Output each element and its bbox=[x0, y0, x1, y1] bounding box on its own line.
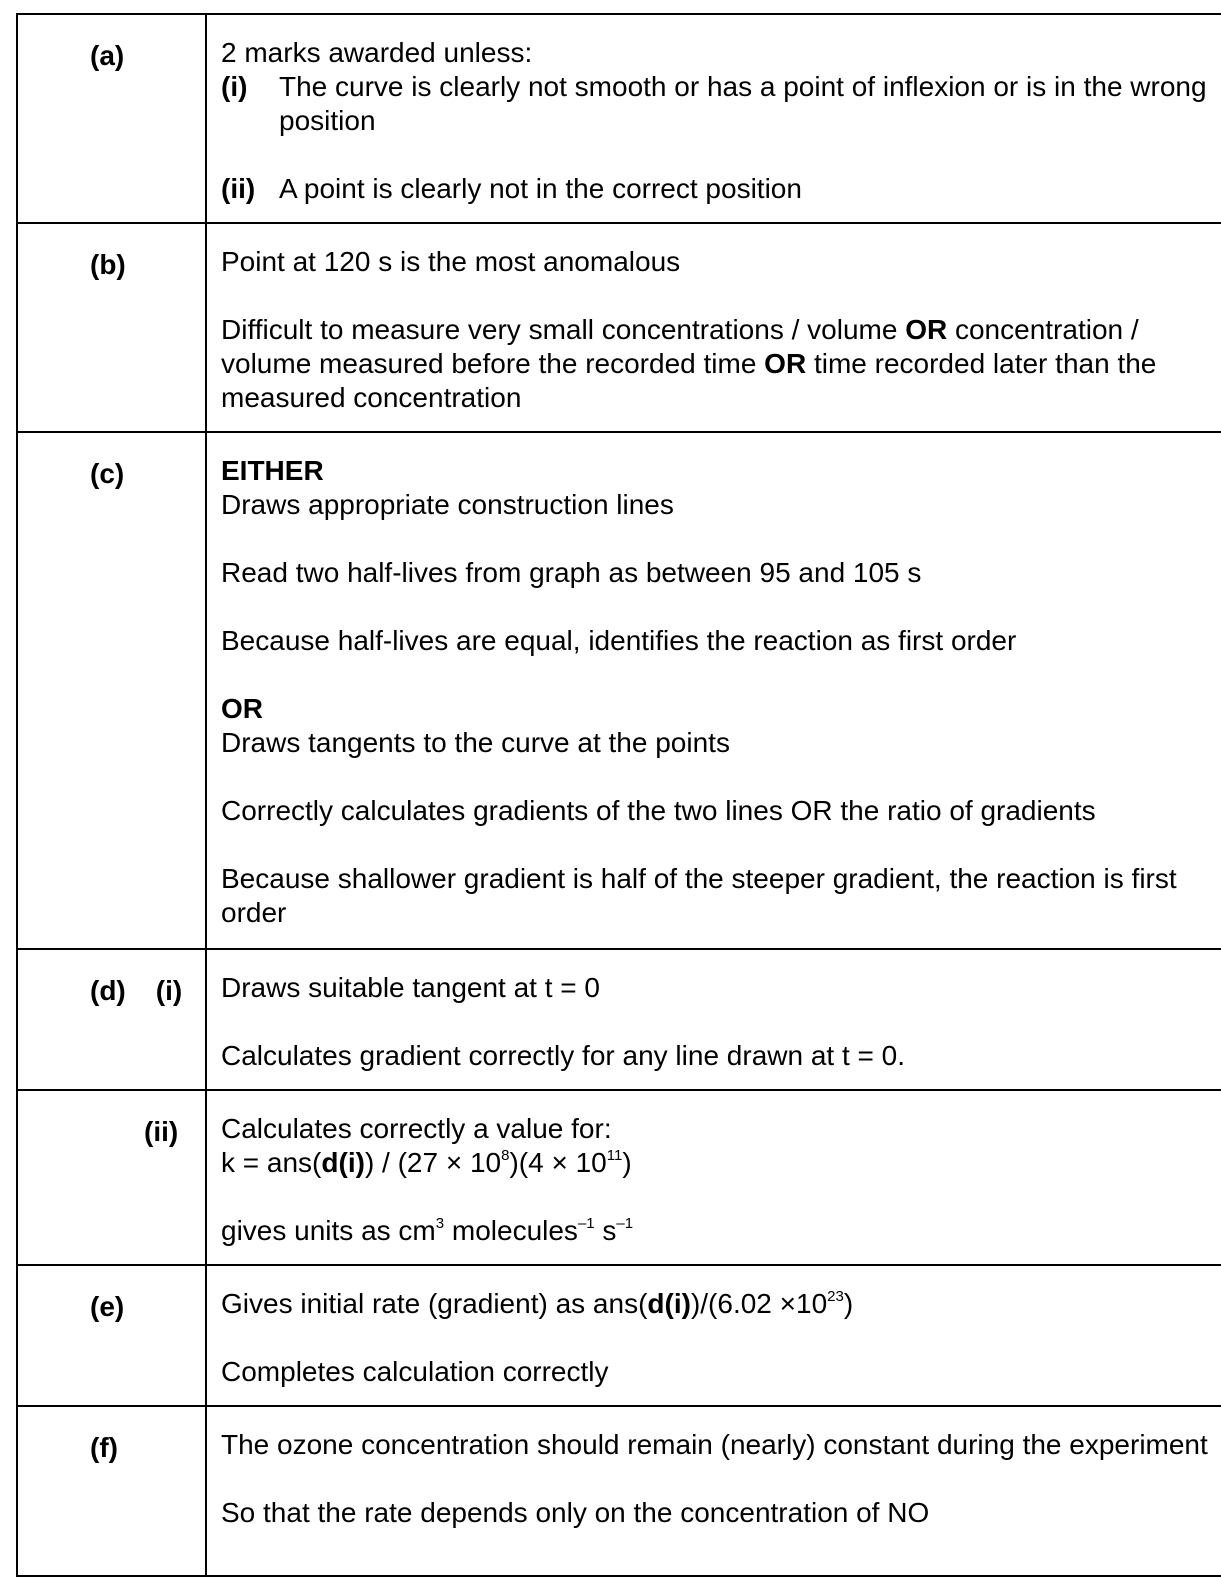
rate-formula: Gives initial rate (gradient) as $ans(d(i))/(6.02 \times 10^{23})$ bbox=[221, 1287, 854, 1319]
part-label: (b) bbox=[90, 249, 126, 280]
answer-line: Point at 120 s is the most anomalous bbox=[221, 246, 681, 277]
answer-line: Draws appropriate construction lines bbox=[221, 489, 674, 520]
sub-text: The curve is clearly not smooth or has a point of inflexion or is in the wrong position bbox=[279, 71, 1207, 136]
part-label-cell bbox=[17, 223, 206, 432]
answer-line: Correctly calculates gradients of the two lines OR the ratio of gradients bbox=[221, 795, 1096, 826]
part-label: (f) bbox=[90, 1432, 118, 1463]
part-label: (c) bbox=[90, 458, 125, 489]
list-item bbox=[221, 70, 1220, 138]
table-row bbox=[17, 1406, 1221, 1576]
either-heading: EITHER bbox=[221, 455, 324, 486]
answer-cell bbox=[206, 1265, 1221, 1406]
sub-number: (i) bbox=[221, 71, 248, 102]
table-row bbox=[17, 1090, 1221, 1265]
units-line: gives units as $cm^3$ molecules$^{-1}$ $s^{-1}$ bbox=[221, 1214, 634, 1246]
part-label-cell bbox=[17, 1406, 206, 1576]
answer-line: Completes calculation correctly bbox=[221, 1356, 609, 1387]
table-row bbox=[17, 14, 1221, 223]
answer-line: Draws tangents to the curve at the points bbox=[221, 727, 730, 758]
answer-line: Calculates gradient correctly for any line drawn at t = 0. bbox=[221, 1040, 906, 1071]
or-heading: OR bbox=[221, 693, 263, 724]
answer-paragraph: Difficult to measure very small concentrations / volume OR concentration / volume measured before the recorded time OR time recorded later than the measured concentration bbox=[221, 314, 1157, 413]
answer-cell bbox=[206, 1090, 1221, 1265]
part-label-cell bbox=[17, 949, 206, 1090]
sub-number: (ii) bbox=[221, 173, 256, 204]
part-label: (a) bbox=[90, 40, 125, 71]
part-label: (e) bbox=[90, 1291, 125, 1322]
answer-line: Read two half-lives from graph as between 95 and 105 s bbox=[221, 557, 922, 588]
answer-cell bbox=[206, 223, 1221, 432]
part-label-cell bbox=[17, 14, 206, 223]
table-row bbox=[17, 223, 1221, 432]
part-label-cell bbox=[17, 432, 206, 949]
answer-cell bbox=[206, 432, 1221, 949]
answer-line: Draws suitable tangent at t = 0 bbox=[221, 972, 600, 1003]
answer-line: Because shallower gradient is half of the steeper gradient, the reaction is first order bbox=[221, 863, 1177, 928]
answer-line: Because half-lives are equal, identifies the reaction as first order bbox=[221, 625, 1017, 656]
sub-part-label: (i) bbox=[155, 975, 183, 1006]
table-row bbox=[17, 1265, 1221, 1406]
sub-text: A point is clearly not in the correct position bbox=[279, 173, 802, 204]
part-label-cell bbox=[17, 1090, 206, 1265]
answer-line: Calculates correctly a value for: bbox=[221, 1113, 612, 1144]
sub-part-label: (ii) bbox=[144, 1116, 179, 1147]
answer-cell bbox=[206, 1406, 1221, 1576]
k-formula: $k = ans(d(i)) / (27 \times 10^8)(4 \times 10^{11})$ bbox=[221, 1146, 632, 1178]
mark-scheme-table bbox=[16, 13, 1221, 1577]
part-label: (d) bbox=[90, 975, 126, 1006]
answer-line: The ozone concentration should remain (nearly) constant during the experiment bbox=[221, 1429, 1208, 1460]
table-row bbox=[17, 949, 1221, 1090]
answer-line: So that the rate depends only on the concentration of NO bbox=[221, 1497, 930, 1528]
table-row bbox=[17, 432, 1221, 949]
intro-text: 2 marks awarded unless: bbox=[221, 37, 533, 68]
answer-cell bbox=[206, 949, 1221, 1090]
list-item bbox=[221, 172, 1220, 206]
part-label-cell bbox=[17, 1265, 206, 1406]
answer-cell bbox=[206, 14, 1221, 223]
